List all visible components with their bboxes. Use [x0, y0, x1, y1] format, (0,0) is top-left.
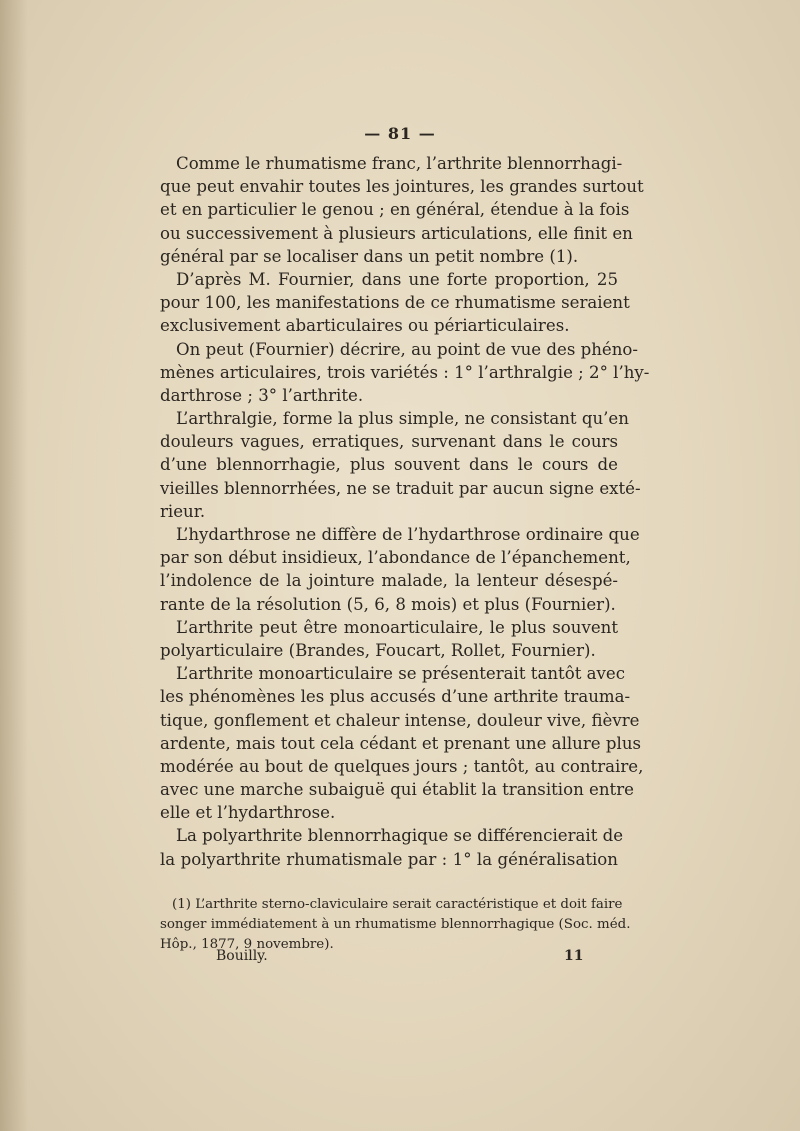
page-number: — 81 — [364, 124, 436, 143]
body-text-line: modérée au bout de quelques jours ; tantôt, au contraire, [160, 756, 644, 776]
body-text-line: Comme le rhumatisme franc, l’arthrite blennorrhagi- [176, 154, 623, 173]
body-text-line: elle et l’hydarthrose. [160, 803, 336, 823]
body-text-line: La polyarthrite blennorrhagique se différencierait de [176, 826, 624, 846]
body-text-line: douleurs vagues, erratiques, survenant dans le cours [160, 432, 618, 452]
body-text-line: L’arthrite monoarticulaire se présenterait tantôt avec [176, 664, 626, 684]
footnote-line: (1) L’arthrite sterno-claviculaire serait caractéristique et doit faire [172, 897, 623, 912]
body-text-line: L’arthrite peut être monoarticulaire, le plus souvent [176, 617, 618, 637]
body-text-line: et en particulier le genou ; en général, étendue à la fois [160, 200, 630, 220]
footer-signature-mark: 11 [564, 948, 584, 964]
body-text-line: ardente, mais tout cela cédant et prenant une allure plus [160, 733, 642, 753]
body-text-line: L’hydarthrose ne diffère de l’hydarthrose ordinaire que [176, 525, 640, 544]
body-text-line: les phénomènes les plus accusés d’une arthrite trauma- [160, 687, 631, 707]
body-text-line: mènes articulaires, trois variétés : 1° l’arthralgie ; 2° l’hy- [160, 362, 650, 382]
body-text-line: tique, gonflement et chaleur intense, douleur vive, fièvre [160, 710, 640, 730]
body-text-line: d’une blennorrhagie, plus souvent dans le cours de [160, 455, 618, 475]
footnote-line: songer immédiatement à un rhumatisme blennorrhagique (Soc. méd. [160, 917, 631, 932]
body-text-line: général par se localiser dans un petit nombre (1). [160, 246, 579, 266]
body-text-line: avec une marche subaiguë qui établit la transition entre [160, 780, 634, 800]
body-text-line: vieilles blennorrhées, ne se traduit par aucun signe exté- [160, 478, 641, 498]
body-text-line: l’indolence de la jointure malade, la lenteur désespé- [160, 571, 618, 591]
body-text [160, 152, 650, 871]
body-text-line: par son début insidieux, l’abondance de l’épanchement, [160, 548, 631, 568]
footer-author: Bouilly. [216, 948, 268, 964]
body-text-line: D’après M. Fournier, dans une forte proportion, 25 [176, 269, 618, 289]
body-text-line: exclusivement abarticulaires ou périarticulaires. [160, 316, 570, 336]
binding-shadow [0, 0, 28, 1131]
footnote-line: Hôp., 1877, 9 novembre). [160, 937, 334, 952]
footnote [160, 895, 631, 955]
body-text-line: polyarticulaire (Brandes, Foucart, Rollet, Fournier). [160, 640, 596, 660]
body-text-line: ou successivement à plusieurs articulations, elle finit en [160, 223, 633, 243]
body-text-line: pour 100, les manifestations de ce rhumatisme seraient [160, 293, 630, 313]
body-text-line: rieur. [160, 501, 206, 521]
body-text-line: darthrose ; 3° l’arthrite. [160, 385, 364, 405]
body-text-line: L’arthralgie, forme la plus simple, ne consistant qu’en [176, 409, 629, 429]
body-text-line: que peut envahir toutes les jointures, les grandes surtout [160, 177, 644, 197]
body-text-line: On peut (Fournier) décrire, au point de vue des phéno- [176, 339, 639, 359]
body-text-line: rante de la résolution (5, 6, 8 mois) et plus (Fournier). [160, 594, 616, 614]
body-text-line: la polyarthrite rhumatismale par : 1° la généralisation [160, 849, 618, 869]
